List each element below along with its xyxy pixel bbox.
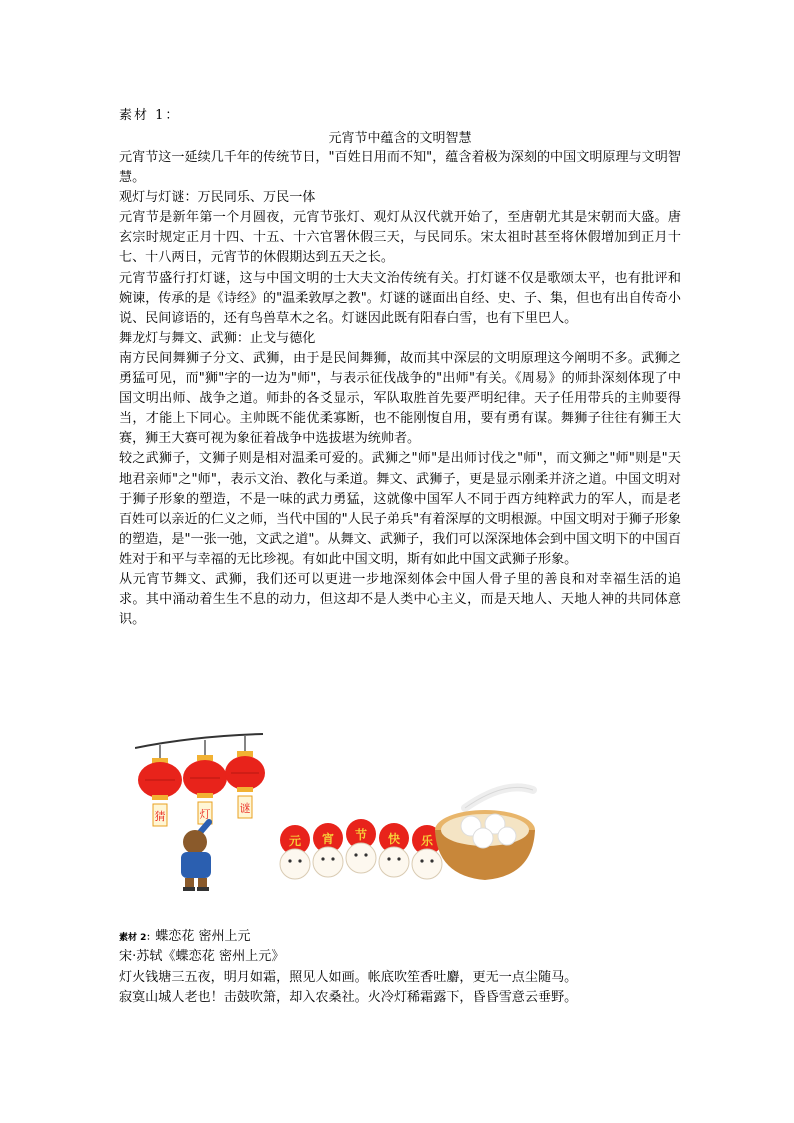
- lantern-icon: [183, 740, 227, 824]
- article-body: [119, 148, 681, 630]
- article-title: 元宵节中蕴含的文明智慧: [328, 131, 472, 146]
- paragraph: 南方民间舞狮子分文、武狮，由于是民间舞狮，故而其中深层的文明原理这今阐明不多。武狮之勇猛可见，而"狮"字的一边为"师"，与表示征伐战争的"出师"有关。《周易》的师卦深刻体现了中国文明出师、战争之道。师卦的各爻显示，军队取胜首先要严明纪律。天子任用带兵的主帅要得当，才能上下同心。主帅既不能优柔寡断，也不能刚愎自用，要有勇有谋。舞狮子往往有狮王大赛，狮王大赛可视为象征着战争中选拔堪为统帅者。: [119, 350, 681, 447]
- lantern-riddle-illustration: [135, 734, 265, 891]
- paragraph: 从元宵节舞文、武狮，我们还可以更进一步地深刻体会中国人骨子里的善良和对幸福生活的追求。其中涌动着生生不息的动力，但这却不是人类中心主义，而是天地人、天地人神的共同体意识。: [119, 571, 681, 628]
- lantern-icon: [225, 736, 265, 818]
- paragraph: 元宵节是新年第一个月圆夜，元宵节张灯、观灯从汉代就开始了，至唐朝尤其是宋朝而大盛。唐玄宗时规定正月十四、十五、十六官署休假三天，与民同乐。宋太祖时甚至将休假增加到正月十七、十八两日，元宵节的休假期达到五天之长。: [119, 210, 681, 266]
- material-1-label: 素材 1：: [119, 108, 181, 123]
- tangyuan-character: [280, 825, 310, 879]
- banner-char: 快: [387, 832, 401, 846]
- poem-line: 寂寞山城人老也！击鼓吹箫，却入农桑社。火冷灯稀霜露下，昏昏雪意云垂野。: [119, 990, 578, 1005]
- festival-illustrations: [135, 728, 555, 893]
- material-2-label: [119, 927, 251, 948]
- lantern-sign-text: 猜: [154, 810, 166, 823]
- tangyuan-greeting-illustration: [280, 819, 442, 879]
- poem: [119, 947, 681, 1009]
- tangyuan-bowl-icon: [435, 787, 535, 880]
- poem-author: 宋·苏轼《蝶恋花 密州上元》: [119, 949, 285, 964]
- banner-char: 节: [354, 828, 368, 842]
- banner-char: 乐: [420, 834, 434, 848]
- poem-line: 灯火钱塘三五夜，明月如霜，照见人如画。帐底吹笙香吐麝，更无一点尘随马。: [119, 969, 578, 985]
- tangyuan-character: [346, 819, 376, 873]
- material-2-number: 素材 2：: [119, 933, 156, 943]
- tangyuan-character: [313, 823, 343, 877]
- tangyuan-character: [379, 823, 409, 877]
- lantern-sign-text: 谜: [239, 802, 251, 815]
- material-2-title: 蝶恋花 密州上元: [155, 929, 251, 944]
- lantern-sign-text: 灯: [199, 808, 211, 821]
- section-heading: 观灯与灯谜：万民同乐、万民一体: [119, 190, 316, 206]
- paragraph: 元宵节盛行打灯谜，这与中国文明的士大夫文治传统有关。打灯谜不仅是歌颂太平，也有批评和婉谏，传承的是《诗经》的"温柔敦厚之教"。灯谜的谜面出自经、史、子、集，但也有出自传奇小说、民间谚语的，还有鸟兽草木之名。灯谜因此既有阳春白雪，也有下里巴人。: [119, 270, 681, 326]
- paragraph: 较之武狮子，文狮子则是相对温柔可爱的。武狮之"师"是出师讨伐之"师"，而文狮之"师"则是"天地君亲师"之"师"，表示文治、教化与柔道。舞文、武狮子，更是显示刚柔并济之道。中国文明对于狮子形象的塑造，不是一味的武力勇猛，这就像中国军人不同于西方纯粹武力的军人，而是老百姓可以亲近的仁义之师，当代中国的"人民子弟兵"有着深厚的文明根源。中国文明对于狮子形象的塑造，是"一张一弛，文武之道"。从舞文、武狮子，我们可以深深地体会到中国文明下的中国百姓对于和平与幸福的无比珍视。有如此中国文明，斯有如此中国文武狮子形象。: [119, 451, 681, 567]
- banner-char: 宵: [321, 832, 335, 846]
- banner-char: 元: [288, 834, 302, 848]
- child-figure-icon: [181, 822, 211, 891]
- paragraph: 元宵节这一延续几千年的传统节日，"百姓日用而不知"，蕴含着极为深刻的中国文明原理与文明智慧。: [119, 150, 681, 186]
- lantern-icon: [138, 745, 182, 826]
- section-heading: 舞龙灯与舞文、武狮：止戈与德化: [119, 330, 316, 346]
